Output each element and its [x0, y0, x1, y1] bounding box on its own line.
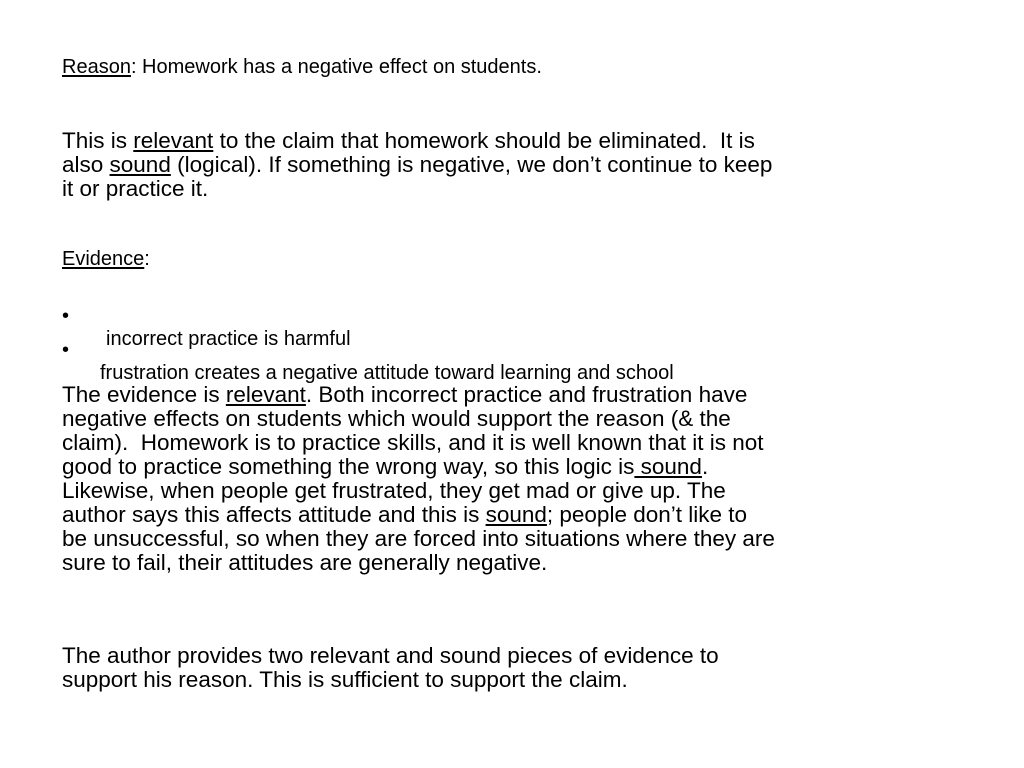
bullet-text: frustration creates a negative attitude toward learning and school	[100, 362, 674, 384]
text-segment: to the claim that homework should be eliminated. It is	[213, 128, 755, 153]
text-line	[62, 479, 775, 503]
text-segment: The evidence is	[62, 382, 226, 407]
reason-label: Reason	[62, 56, 131, 78]
text-segment: The author provides two relevant and sound pieces of evidence to	[62, 643, 719, 668]
evidence-heading	[62, 248, 150, 271]
text-line	[62, 177, 772, 201]
evidence-label: Evidence	[62, 248, 145, 270]
text-segment: author says this affects attitude and this is	[62, 502, 486, 527]
text-segment: also	[62, 152, 110, 177]
text-segment: .	[701, 454, 709, 479]
text-line	[62, 455, 775, 479]
text-segment: This is	[62, 128, 134, 153]
underlined-term: relevant	[225, 382, 306, 407]
text-segment: support his reason. This is sufficient to support the claim.	[62, 667, 628, 692]
reason-heading	[62, 56, 542, 79]
text-line	[62, 129, 772, 153]
text-segment: it or practice it.	[62, 176, 209, 201]
reason-analysis-paragraph	[62, 129, 772, 201]
text-segment: negative effects on students which would support the reason (& the	[62, 406, 731, 431]
text-segment: (logical). If something is negative, we don’t continue to keep	[170, 152, 773, 177]
text-segment: . Both incorrect practice and frustration have	[305, 382, 748, 407]
text-segment: claim). Homework is to practice skills, and it is well known that it is not	[62, 430, 764, 455]
underlined-term: sound	[634, 454, 702, 479]
text-line	[62, 383, 775, 407]
underlined-term: sound	[485, 502, 547, 527]
text-line	[62, 551, 775, 575]
text-segment: sure to fail, their attitudes are generally negative.	[62, 550, 548, 575]
text-line	[62, 431, 775, 455]
evidence-analysis-paragraph	[62, 383, 775, 575]
text-line	[62, 407, 775, 431]
conclusion-paragraph	[62, 644, 719, 692]
text-line	[62, 153, 772, 177]
text-line	[62, 503, 775, 527]
evidence-colon: :	[144, 248, 150, 270]
bullet-text: incorrect practice is harmful	[106, 328, 351, 350]
text-segment: be unsuccessful, so when they are forced into situations where they are	[62, 526, 775, 551]
underlined-term: sound	[109, 152, 171, 177]
text-line	[62, 668, 719, 692]
text-segment: ; people don’t like to	[546, 502, 748, 527]
text-line	[62, 527, 775, 551]
text-segment: good to practice something the wrong way, so this logic is	[62, 454, 635, 479]
bullet-icon: •	[62, 305, 70, 327]
text-segment: Likewise, when people get frustrated, they get mad or give up. The	[62, 478, 726, 503]
bullet-icon: •	[62, 339, 70, 361]
text-line	[62, 644, 719, 668]
underlined-term: relevant	[133, 128, 214, 153]
reason-text: : Homework has a negative effect on students.	[130, 56, 542, 78]
